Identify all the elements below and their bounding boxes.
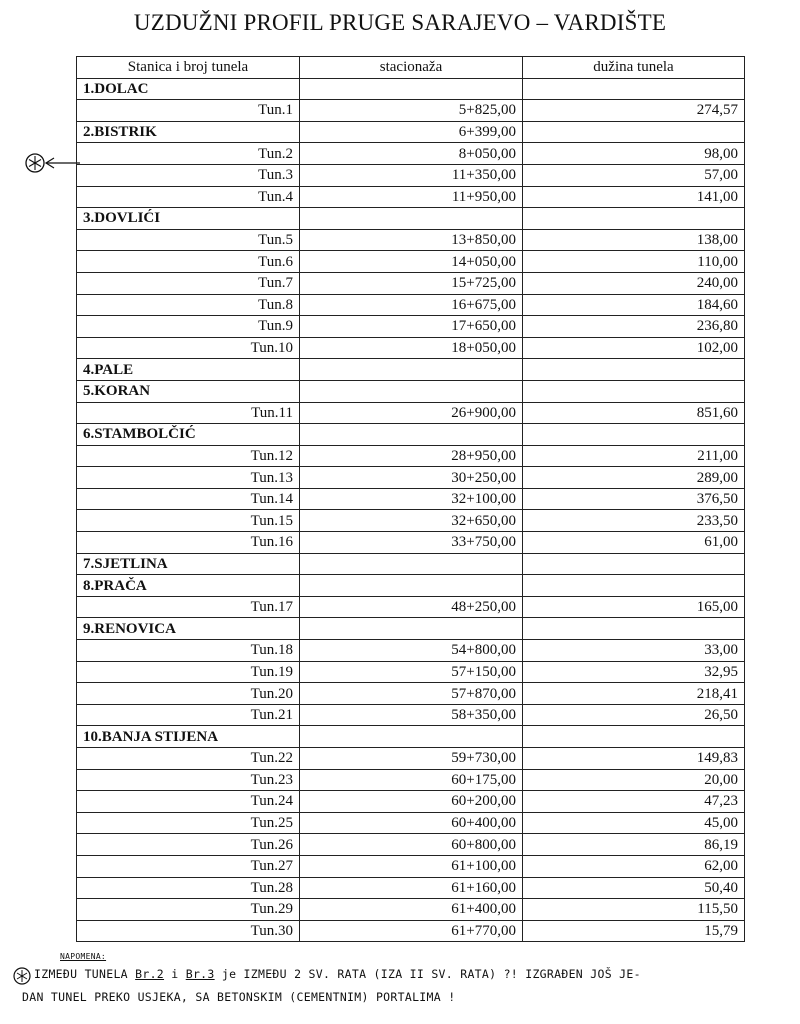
stationing-cell: 28+950,00 <box>300 445 523 467</box>
length-cell <box>523 618 745 640</box>
length-cell: 57,00 <box>523 164 745 186</box>
length-cell: 61,00 <box>523 532 745 554</box>
tunnel-row <box>77 402 745 424</box>
stationing-cell: 17+650,00 <box>300 316 523 338</box>
station-row <box>77 424 745 446</box>
tunnel-name: Tun.10 <box>77 337 300 359</box>
tunnel-name: Tun.5 <box>77 229 300 251</box>
station-row <box>77 208 745 230</box>
note-text: je IZMEĐU 2 SV. RATA (IZA II SV. RATA) ?! IZGRAĐEN JOŠ JE- <box>214 967 641 981</box>
station-name: 3.DOVLIĆI <box>77 208 300 230</box>
length-cell: 218,41 <box>523 683 745 705</box>
station-row <box>77 380 745 402</box>
stationing-cell <box>300 78 523 100</box>
stationing-cell <box>300 575 523 597</box>
length-cell: 149,83 <box>523 748 745 770</box>
length-cell <box>523 575 745 597</box>
tunnel-row <box>77 164 745 186</box>
length-cell: 32,95 <box>523 661 745 683</box>
length-cell: 233,50 <box>523 510 745 532</box>
length-cell <box>523 208 745 230</box>
header-stationing: stacionaža <box>300 57 523 79</box>
tunnel-name: Tun.12 <box>77 445 300 467</box>
tunnel-name: Tun.24 <box>77 791 300 813</box>
tunnel-profile-table <box>76 56 745 942</box>
station-name: 9.RENOVICA <box>77 618 300 640</box>
table-header-row <box>77 57 745 79</box>
tunnel-name: Tun.8 <box>77 294 300 316</box>
stationing-cell <box>300 726 523 748</box>
tunnel-name: Tun.21 <box>77 704 300 726</box>
stationing-cell: 61+770,00 <box>300 920 523 942</box>
tunnel-name: Tun.22 <box>77 748 300 770</box>
tunnel-row <box>77 100 745 122</box>
stationing-cell: 60+200,00 <box>300 791 523 813</box>
tunnel-row <box>77 294 745 316</box>
length-cell <box>523 121 745 143</box>
station-row <box>77 359 745 381</box>
tunnel-row <box>77 920 745 942</box>
length-cell: 47,23 <box>523 791 745 813</box>
asterisk-circle-icon <box>24 152 84 174</box>
station-name: 7.SJETLINA <box>77 553 300 575</box>
length-cell: 102,00 <box>523 337 745 359</box>
tunnel-row <box>77 596 745 618</box>
stationing-cell: 30+250,00 <box>300 467 523 489</box>
tunnel-name: Tun.11 <box>77 402 300 424</box>
note-text-underlined: Br.2 <box>135 967 165 981</box>
note-heading: NAPOMENA: <box>60 952 107 961</box>
station-name: 6.STAMBOLČIĆ <box>77 424 300 446</box>
length-cell: 138,00 <box>523 229 745 251</box>
length-cell <box>523 726 745 748</box>
length-cell <box>523 78 745 100</box>
tunnel-row <box>77 272 745 294</box>
stationing-cell: 18+050,00 <box>300 337 523 359</box>
tunnel-row <box>77 488 745 510</box>
stationing-cell: 61+400,00 <box>300 899 523 921</box>
tunnel-name: Tun.18 <box>77 640 300 662</box>
tunnel-row <box>77 855 745 877</box>
length-cell: 851,60 <box>523 402 745 424</box>
station-row <box>77 575 745 597</box>
stationing-cell: 15+725,00 <box>300 272 523 294</box>
tunnel-name: Tun.6 <box>77 251 300 273</box>
tunnel-row <box>77 877 745 899</box>
tunnel-row <box>77 251 745 273</box>
length-cell: 274,57 <box>523 100 745 122</box>
handwritten-note <box>12 952 792 1008</box>
tunnel-name: Tun.3 <box>77 164 300 186</box>
station-row <box>77 726 745 748</box>
tunnel-name: Tun.13 <box>77 467 300 489</box>
tunnel-name: Tun.9 <box>77 316 300 338</box>
stationing-cell: 61+100,00 <box>300 855 523 877</box>
tunnel-name: Tun.17 <box>77 596 300 618</box>
stationing-cell: 60+175,00 <box>300 769 523 791</box>
tunnel-row <box>77 467 745 489</box>
tunnel-name: Tun.7 <box>77 272 300 294</box>
tunnel-row <box>77 186 745 208</box>
tunnel-name: Tun.4 <box>77 186 300 208</box>
tunnel-row <box>77 532 745 554</box>
length-cell: 376,50 <box>523 488 745 510</box>
stationing-cell: 32+100,00 <box>300 488 523 510</box>
tunnel-row <box>77 769 745 791</box>
document-title: UZDUŽNI PROFIL PRUGE SARAJEVO – VARDIŠTE <box>133 10 667 35</box>
tunnel-name: Tun.27 <box>77 855 300 877</box>
tunnel-row <box>77 445 745 467</box>
tunnel-row <box>77 812 745 834</box>
header-station: Stanica i broj tunela <box>77 57 300 79</box>
tunnel-row <box>77 899 745 921</box>
length-cell <box>523 380 745 402</box>
stationing-cell <box>300 618 523 640</box>
length-cell: 115,50 <box>523 899 745 921</box>
note-text: IZMEĐU TUNELA <box>34 967 136 981</box>
station-name: 1.DOLAC <box>77 78 300 100</box>
station-row <box>77 78 745 100</box>
stationing-cell: 5+825,00 <box>300 100 523 122</box>
length-cell: 15,79 <box>523 920 745 942</box>
stationing-cell: 6+399,00 <box>300 121 523 143</box>
stationing-cell: 26+900,00 <box>300 402 523 424</box>
tunnel-row <box>77 640 745 662</box>
tunnel-row <box>77 316 745 338</box>
station-row <box>77 121 745 143</box>
stationing-cell: 8+050,00 <box>300 143 523 165</box>
length-cell <box>523 359 745 381</box>
tunnel-row <box>77 704 745 726</box>
stationing-cell: 61+160,00 <box>300 877 523 899</box>
stationing-cell: 11+950,00 <box>300 186 523 208</box>
stationing-cell <box>300 380 523 402</box>
tunnel-row <box>77 748 745 770</box>
stationing-cell <box>300 553 523 575</box>
tunnel-name: Tun.23 <box>77 769 300 791</box>
length-cell: 211,00 <box>523 445 745 467</box>
tunnel-name: Tun.1 <box>77 100 300 122</box>
station-name: 8.PRAČA <box>77 575 300 597</box>
station-name: 2.BISTRIK <box>77 121 300 143</box>
length-cell: 86,19 <box>523 834 745 856</box>
tunnel-name: Tun.25 <box>77 812 300 834</box>
tunnel-row <box>77 337 745 359</box>
length-cell: 236,80 <box>523 316 745 338</box>
tunnel-row <box>77 683 745 705</box>
length-cell: 289,00 <box>523 467 745 489</box>
stationing-cell: 58+350,00 <box>300 704 523 726</box>
length-cell: 20,00 <box>523 769 745 791</box>
note-text-underlined: Br.3 <box>185 967 215 981</box>
tunnel-name: Tun.15 <box>77 510 300 532</box>
note-line-1 <box>12 962 792 986</box>
length-cell: 240,00 <box>523 272 745 294</box>
length-cell <box>523 424 745 446</box>
tunnel-name: Tun.14 <box>77 488 300 510</box>
tunnel-name: Tun.29 <box>77 899 300 921</box>
note-line-2: DAN TUNEL PREKO USJEKA, SA BETONSKIM (CEMENTNIM) PORTALIMA ! <box>22 990 456 1004</box>
length-cell: 62,00 <box>523 855 745 877</box>
length-cell <box>523 553 745 575</box>
stationing-cell: 14+050,00 <box>300 251 523 273</box>
stationing-cell: 57+150,00 <box>300 661 523 683</box>
station-row <box>77 553 745 575</box>
length-cell: 26,50 <box>523 704 745 726</box>
stationing-cell <box>300 359 523 381</box>
table-body <box>77 78 745 942</box>
length-cell: 184,60 <box>523 294 745 316</box>
stationing-cell: 11+350,00 <box>300 164 523 186</box>
station-name: 5.KORAN <box>77 380 300 402</box>
stationing-cell <box>300 208 523 230</box>
tunnel-name: Tun.28 <box>77 877 300 899</box>
stationing-cell: 13+850,00 <box>300 229 523 251</box>
note-text: i <box>164 967 186 981</box>
stationing-cell: 60+800,00 <box>300 834 523 856</box>
length-cell: 45,00 <box>523 812 745 834</box>
station-row <box>77 618 745 640</box>
length-cell: 141,00 <box>523 186 745 208</box>
station-name: 4.PALE <box>77 359 300 381</box>
station-name: 10.BANJA STIJENA <box>77 726 300 748</box>
length-cell: 110,00 <box>523 251 745 273</box>
stationing-cell: 32+650,00 <box>300 510 523 532</box>
tunnel-row <box>77 143 745 165</box>
tunnel-name: Tun.30 <box>77 920 300 942</box>
stationing-cell: 57+870,00 <box>300 683 523 705</box>
tunnel-name: Tun.2 <box>77 143 300 165</box>
tunnel-row <box>77 834 745 856</box>
length-cell: 98,00 <box>523 143 745 165</box>
stationing-cell <box>300 424 523 446</box>
stationing-cell: 60+400,00 <box>300 812 523 834</box>
stationing-cell: 16+675,00 <box>300 294 523 316</box>
tunnel-name: Tun.16 <box>77 532 300 554</box>
tunnel-name: Tun.20 <box>77 683 300 705</box>
stationing-cell: 54+800,00 <box>300 640 523 662</box>
length-cell: 33,00 <box>523 640 745 662</box>
tunnel-row <box>77 791 745 813</box>
stationing-cell: 59+730,00 <box>300 748 523 770</box>
tunnel-row <box>77 229 745 251</box>
tunnel-row <box>77 510 745 532</box>
length-cell: 165,00 <box>523 596 745 618</box>
length-cell: 50,40 <box>523 877 745 899</box>
tunnel-name: Tun.19 <box>77 661 300 683</box>
header-length: dužina tunela <box>523 57 745 79</box>
tunnel-name: Tun.26 <box>77 834 300 856</box>
stationing-cell: 48+250,00 <box>300 596 523 618</box>
tunnel-row <box>77 661 745 683</box>
stationing-cell: 33+750,00 <box>300 532 523 554</box>
